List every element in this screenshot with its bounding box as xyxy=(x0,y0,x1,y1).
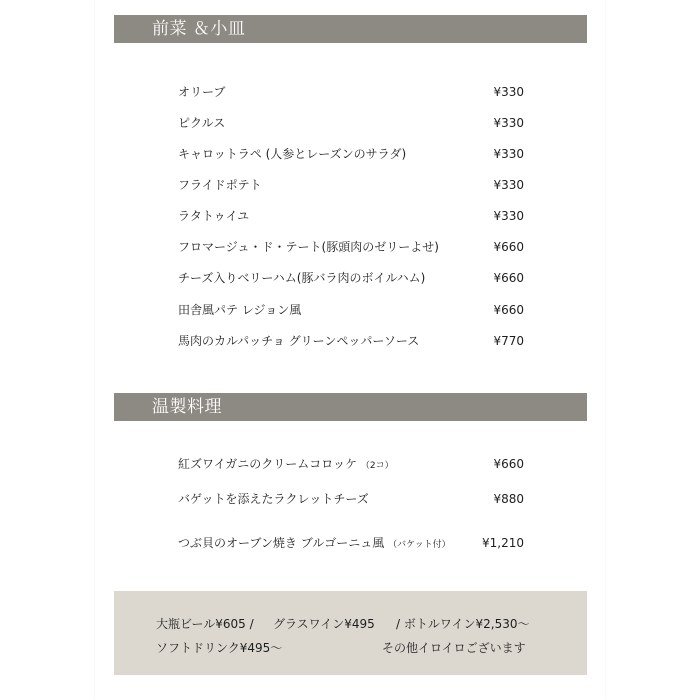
section-header-hot-dishes xyxy=(114,393,587,421)
menu-item-name-text: 紅ズワイガニのクリームコロッケ xyxy=(178,457,358,471)
menu-item-name: 馬肉のカルパッチョ グリーンペッパーソース xyxy=(178,334,420,348)
menu-item-name xyxy=(178,456,394,474)
menu-item-price: ¥330 xyxy=(493,178,524,192)
menu-item-price: ¥660 xyxy=(493,240,524,254)
menu-item-price: ¥330 xyxy=(493,85,524,99)
section-title-appetizers: 前菜 ＆小皿 xyxy=(152,19,246,39)
footer-soft-drinks: ソフトドリンク¥495〜 xyxy=(156,641,283,655)
section-title-hot-dishes: 温製料理 xyxy=(152,397,222,417)
menu-item-price: ¥660 xyxy=(493,271,524,285)
menu-item-name: フライドポテト xyxy=(178,178,262,192)
menu-item-price: ¥330 xyxy=(493,209,524,223)
menu-item-name: ピクルス xyxy=(178,116,226,130)
menu-item-note: （バケット付） xyxy=(388,540,451,550)
menu-item-price: ¥660 xyxy=(493,457,524,471)
menu-item-price: ¥770 xyxy=(493,334,524,348)
menu-item-name: バゲットを添えたラクレットチーズ xyxy=(178,492,369,506)
menu-item-name: フロマージュ・ド・テート(豚頭肉のゼリーよせ) xyxy=(178,240,439,254)
drinks-footer xyxy=(114,591,587,675)
footer-glass-wine: グラスワイン¥495 xyxy=(273,617,375,631)
menu-item-price: ¥330 xyxy=(493,116,524,130)
menu-item-name-text: つぶ貝のオーブン焼き ブルゴーニュ風 xyxy=(178,536,385,550)
menu-item-name: オリーブ xyxy=(178,85,226,99)
menu-item-price: ¥330 xyxy=(493,147,524,161)
footer-bottle-wine: / ボトルワイン¥2,530〜 xyxy=(396,617,530,631)
footer-beer: 大瓶ビール¥605 / xyxy=(156,617,254,631)
menu-item-name: キャロットラペ (人参とレーズンのサラダ) xyxy=(178,147,407,161)
menu-item-name: チーズ入りベリーハム(豚バラ肉のボイルハム) xyxy=(178,271,426,285)
menu-item-price: ¥660 xyxy=(493,303,524,317)
menu-item-price: ¥880 xyxy=(493,492,524,506)
footer-other: その他イロイロございます xyxy=(382,641,526,655)
menu-item-name: 田舎風パテ レジョン風 xyxy=(178,303,302,317)
menu-item-price: ¥1,210 xyxy=(482,536,524,550)
menu-item-note: （2コ） xyxy=(360,461,394,471)
section-header-appetizers xyxy=(114,15,587,43)
menu-item-name: ラタトゥイユ xyxy=(178,209,250,223)
menu-item-name xyxy=(178,535,451,553)
